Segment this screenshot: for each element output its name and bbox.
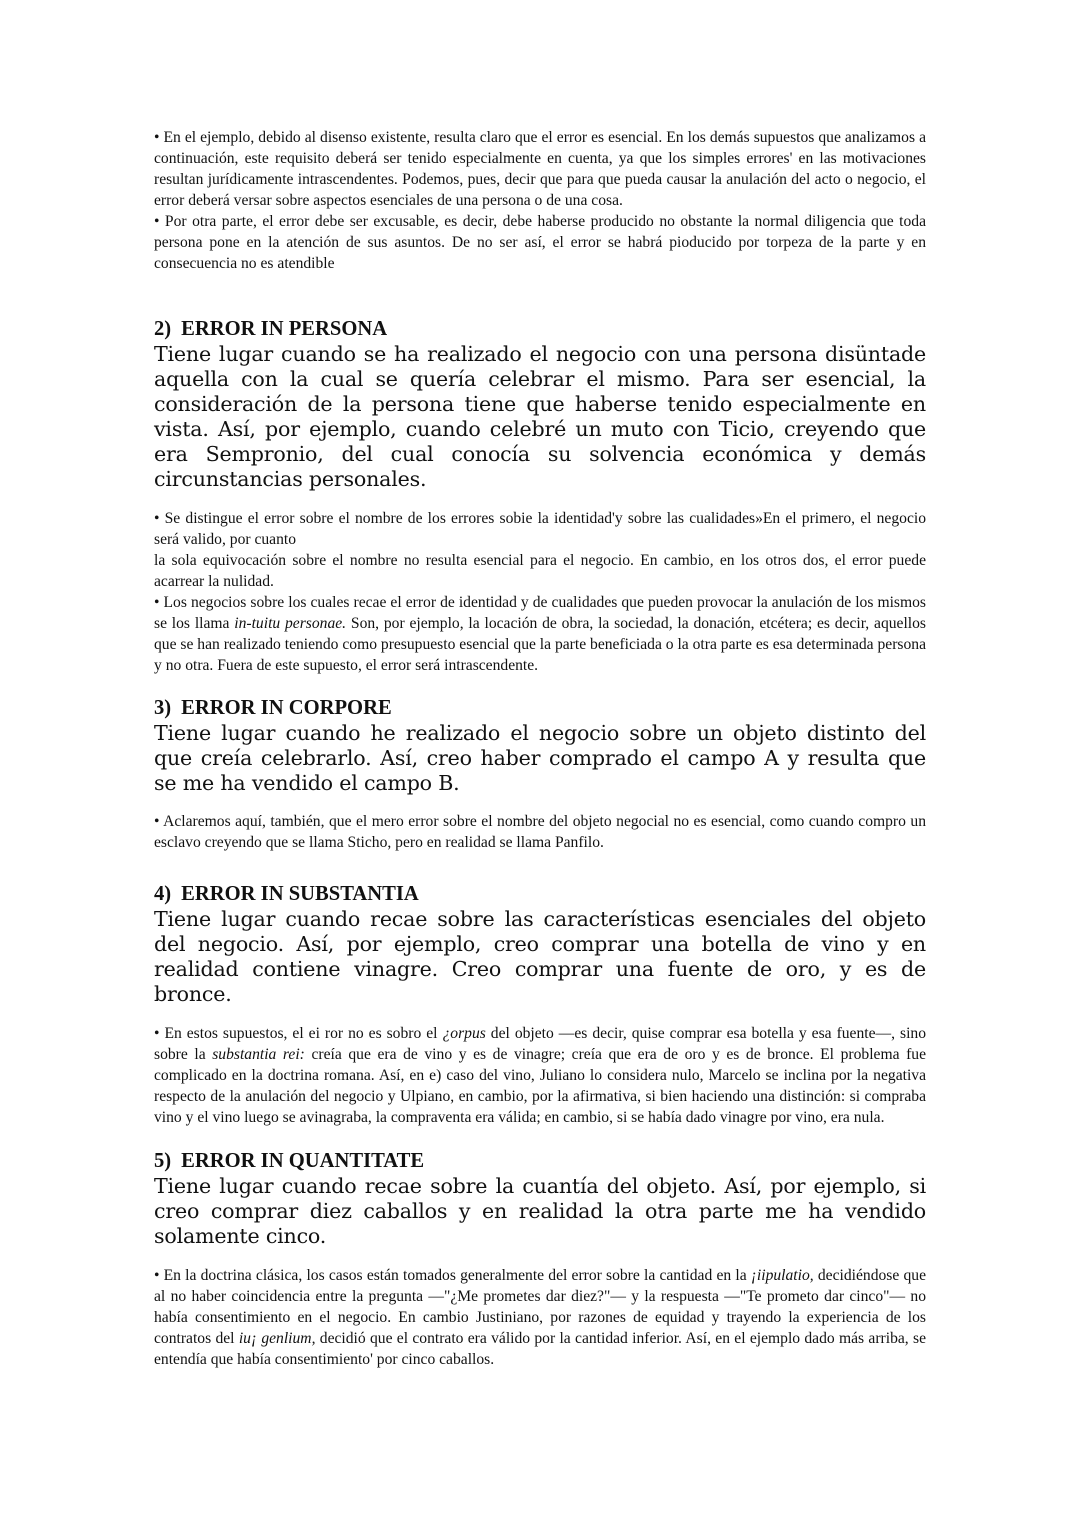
bullet-substantia-rei: • En estos supuestos, el ei ror no es sobro el ¿orpus del objeto —es decir, quise comprar esa botella y esa fuente—, sino sobre la substantia rei: creía que era de vino y es de vinagre; creía que era de oro y es de bronce. El problema fue complicado en la doctrina romana. Así, en e) caso del vino, Juliano lo considera nulo, Marcelo se inclina por la negativa respecto de la anulación del negocio y Ulpiano, en cambio, por la afirmativa, si bien haciendo una distinción: si compraba vino y el vino luego se avinagraba, la compraventa era válida; en cambio, si se había dado vinagre por vino, era nula. <box>154 1025 926 1126</box>
section-error-in-corpore <box>154 696 926 853</box>
italic-term: ¿orpus <box>442 1025 486 1042</box>
bullet-intuitu-personae: • Los negocios sobre los cuales recae el error de identidad y de cualidades que pueden provocar la anulación de los mismos se los llama in-tuitu personae. Son, por ejemplo, la locación de obra, la sociedad, la donación, etcétera; es decir, aquellos que se han realizado teniendo como presupuesto esencial que la parte beneficiada o la otra parte es esa determinada persona y no otra. Fuera de este supuesto, el error será intrascendente. <box>154 594 926 674</box>
section-title: ERROR IN QUANTITATE <box>181 1150 425 1172</box>
section-number: 2) <box>154 318 172 340</box>
section-number: 5) <box>154 1150 172 1172</box>
section-number: 3) <box>154 697 172 719</box>
section-error-in-quantitate <box>154 1149 926 1370</box>
section-title: ERROR IN CORPORE <box>181 697 392 719</box>
italic-term: iu¡ genlium, <box>238 1330 316 1347</box>
section-heading <box>154 1149 926 1174</box>
italic-term: in-tuitu personae. <box>234 615 347 632</box>
intro-paragraph-essential: • En el ejemplo, debido al disenso existente, resulta claro que el error es esencial. En los demás supuestos que analizamos a continuación, este requisito deberá ser tenido especialmente en cuenta, ya que los simples errores' en las motivaciones resultan jurídicamente intrascendentes. Podemos, pues, decir que para que pueda causar la anulación del acto o negocio, el error deberá versar sobre aspectos esenciales de una persona o de una cosa. <box>154 129 926 209</box>
section-error-in-persona <box>154 317 926 676</box>
section-number: 4) <box>154 883 172 905</box>
section-heading <box>154 882 926 907</box>
bullet-object-name: • Aclaremos aquí, también, que el mero error sobre el nombre del objeto negocial no es esencial, como cuando compro un esclavo creyendo que se llama Sticho, pero en realidad se llama Panfilo. <box>154 813 926 851</box>
bullet-stipulatio: • En la doctrina clásica, los casos están tomados generalmente del error sobre la cantidad en la ¡iipulatio, decidiéndose que al no haber coincidencia entre la pregunta —"¿Me prometes dar diez?"— y la respuesta —"Te prometo dar cinco"— no había consentimiento en el negocio. En cambio Justiniano, por razones de equidad y trayendo la experiencia de los contratos del iu¡ genlium, decidió que el contrato era válido por la cantidad inferior. Así, en el ejemplo dado más arriba, se entendía que había consentimiento' por cinco caballos. <box>154 1267 926 1368</box>
section-error-in-substantia <box>154 882 926 1128</box>
italic-term: ¡iipulatio, <box>750 1267 814 1284</box>
section-title: ERROR IN PERSONA <box>181 318 388 340</box>
italic-term: substantia rei: <box>212 1046 305 1063</box>
section-title: ERROR IN SUBSTANTIA <box>181 883 419 905</box>
section-definition: Tiene lugar cuando recae sobre las características esenciales del objeto del negocio. Así, por ejemplo, creo comprar una botella de vino y en realidad contiene vinagre. Creo comprar una fuente de oro, y es de bronce. <box>154 907 926 1006</box>
bullet-name-error: • Se distingue el error sobre el nombre de los errores sobie la identidad'y sobre las cualidades»En el primero, el negocio será valido, por cuanto <box>154 510 926 548</box>
section-definition: Tiene lugar cuando he realizado el negocio sobre un objeto distinto del que creía celebrarlo. Así, creo haber comprado el campo A y resulta que se me ha vendido el campo B. <box>154 721 926 795</box>
section-heading <box>154 696 926 721</box>
section-definition: Tiene lugar cuando recae sobre la cuantía del objeto. Así, por ejemplo, si creo comprar diez caballos y en realidad la otra parte me ha vendido solamente cinco. <box>154 1174 926 1248</box>
section-definition: Tiene lugar cuando se ha realizado el negocio con una persona disüntade aquella con la cual se quería celebrar el mismo. Para ser esencial, la consideración de la persona tiene que haberse tenido especialmente en vista. Así, por ejemplo, cuando celebré un muto con Ticio, creyendo que era Sempronio, del cual conocía su solvencia económica y demás circunstancias personales. <box>154 342 926 491</box>
intro-section <box>154 127 926 274</box>
bullet-name-error-continued: la sola equivocación sobre el nombre no resulta esencial para el negocio. En cambio, en los otros dos, el error puede acarrear la nulidad. <box>154 552 926 590</box>
intro-paragraph-excusable: • Por otra parte, el error debe ser excusable, es decir, debe haberse producido no obstante la normal diligencia que toda persona pone en la atención de sus asuntos. De no ser así, el error se habrá pioducido por torpeza de la parte y en consecuencia no es atendible <box>154 213 926 272</box>
section-heading <box>154 317 926 342</box>
